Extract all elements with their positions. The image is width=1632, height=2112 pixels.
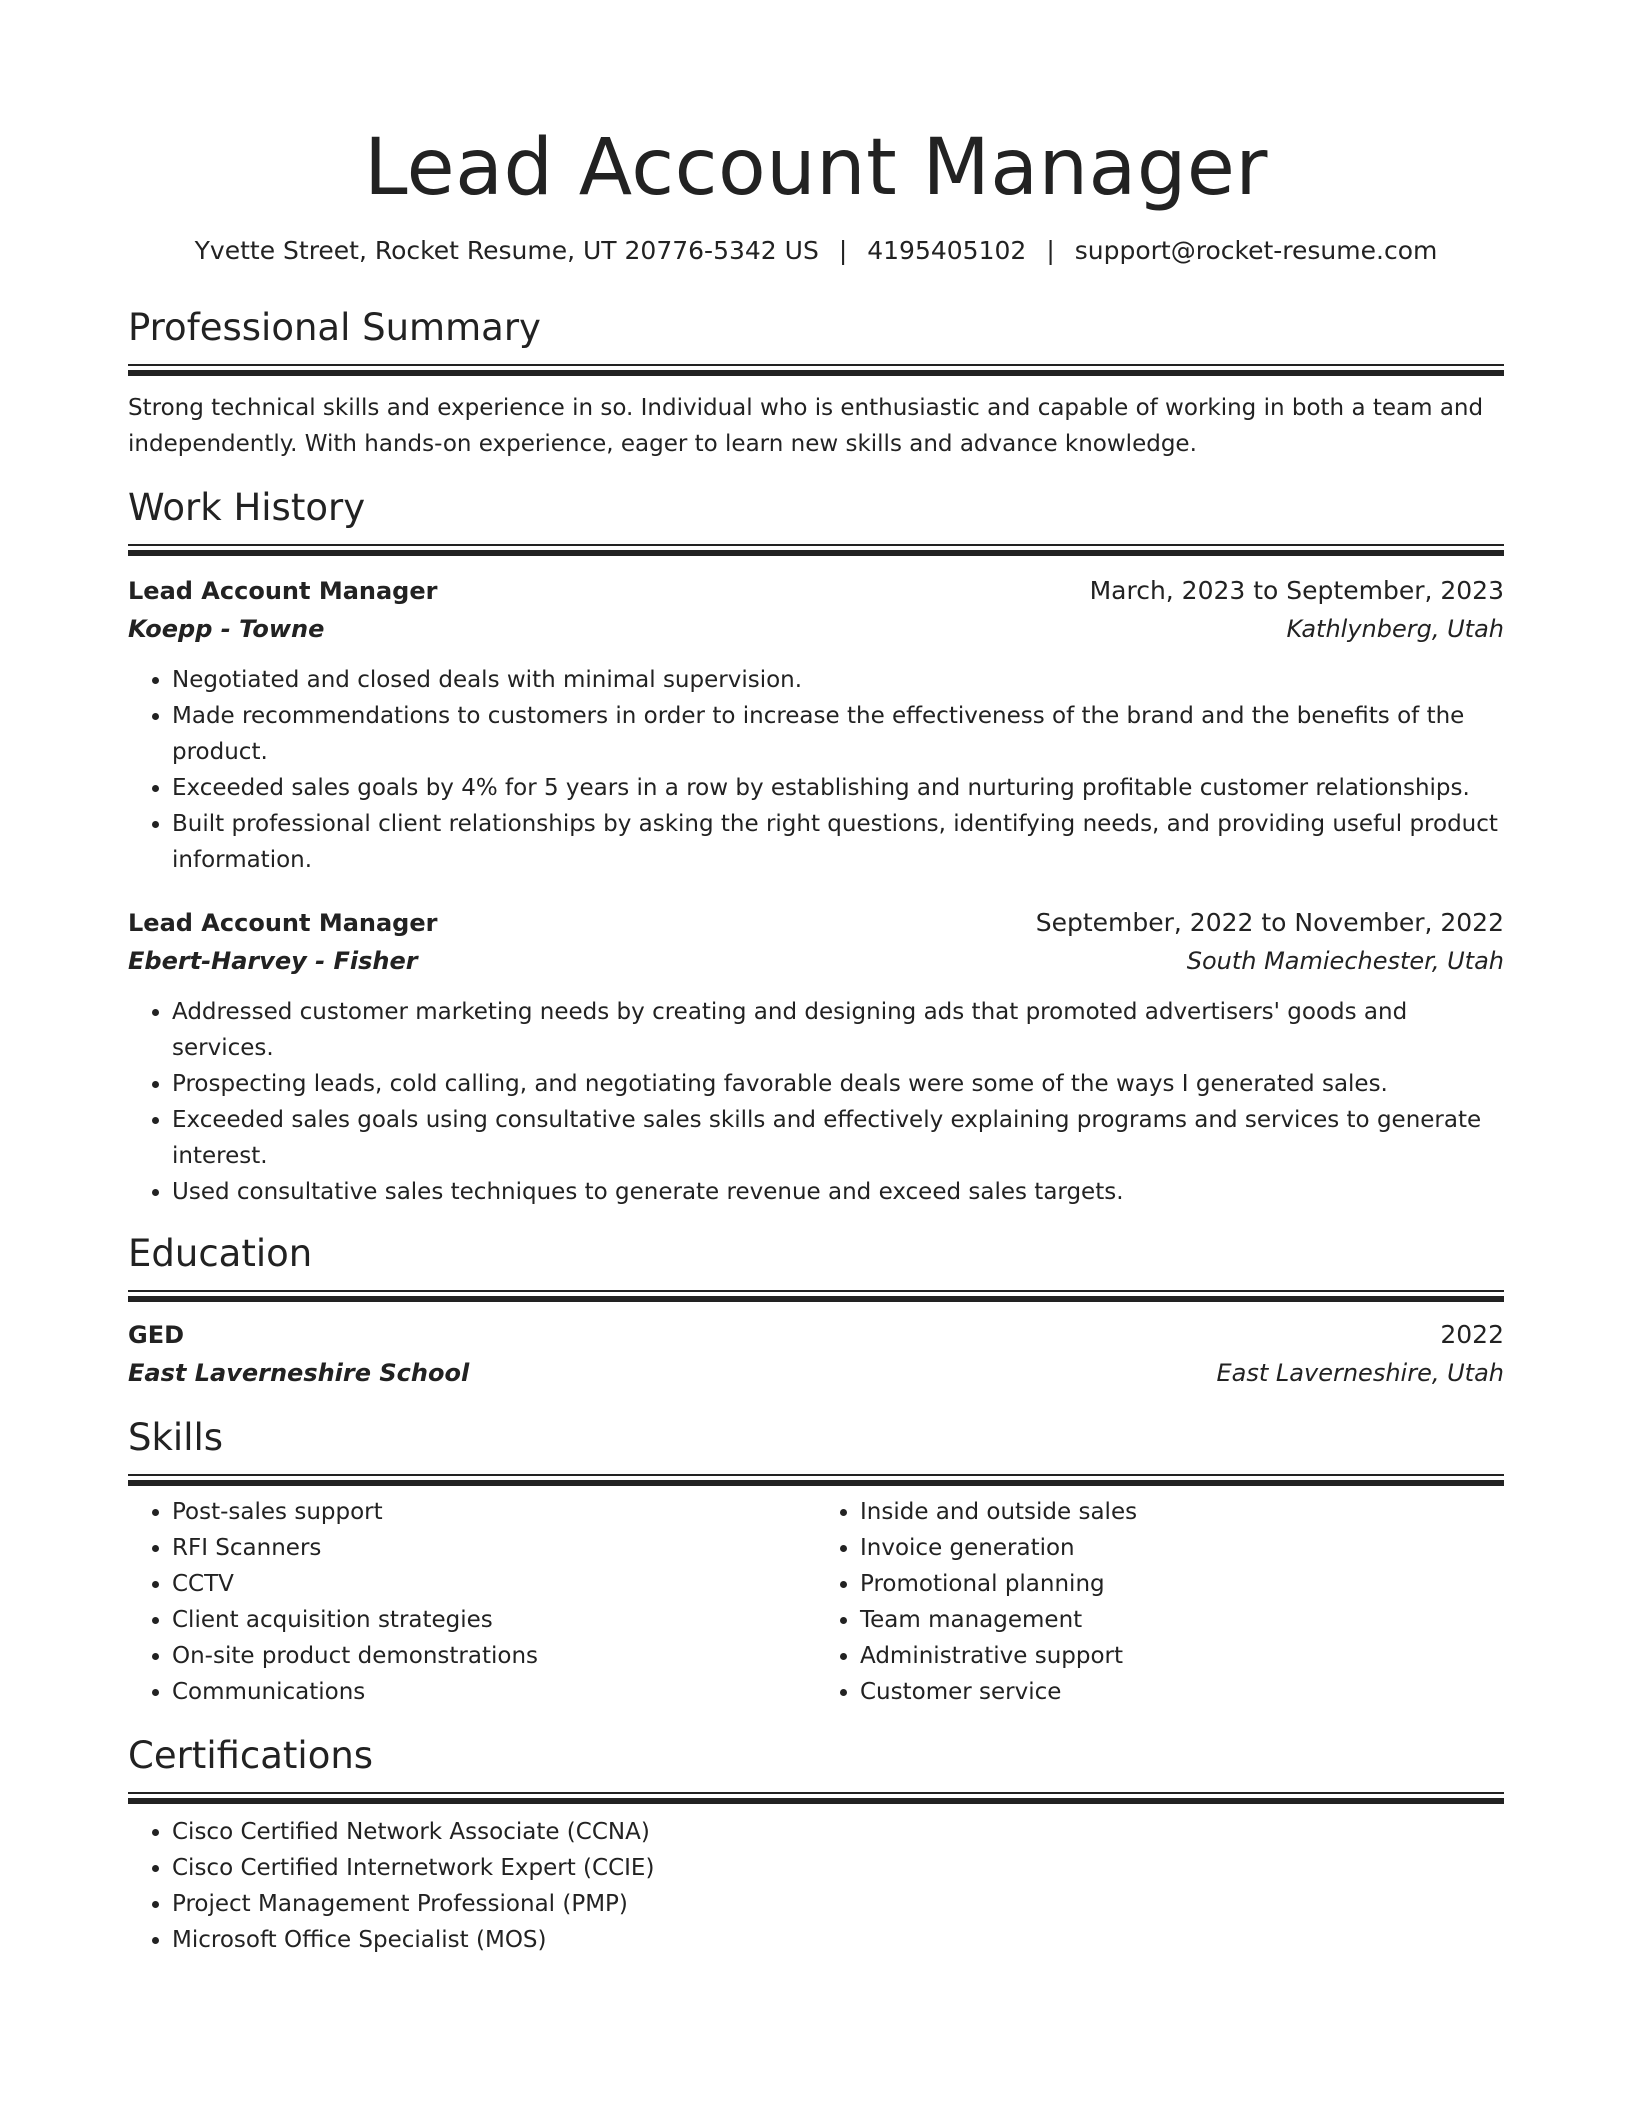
education-location: East Laverneshire, Utah [1216, 1359, 1504, 1387]
section-heading: Education [128, 1232, 313, 1275]
list-item: • Post-sales support [172, 1494, 816, 1530]
list-item: • Negotiated and closed deals with minimal supervision. [172, 662, 1504, 698]
list-item: • Prospecting leads, cold calling, and negotiating favorable deals were some of the ways I generated sales. [172, 1066, 1504, 1102]
job-entry [128, 572, 1504, 878]
section-summary [128, 304, 1504, 462]
section-heading: Skills [128, 1416, 224, 1459]
contact-email: support@rocket-resume.com [1074, 236, 1438, 265]
list-item: • Inside and outside sales [860, 1494, 1504, 1530]
contact-line [128, 234, 1504, 268]
job-company: Ebert-Harvey - Fisher [128, 947, 418, 975]
list-item: • RFI Scanners [172, 1530, 816, 1566]
list-item: • Team management [860, 1602, 1504, 1638]
skills-list-left [128, 1494, 816, 1710]
job-dates: September, 2022 to November, 2022 [1035, 908, 1504, 937]
list-item: • Addressed customer marketing needs by creating and designing ads that promoted advertisers' goods and services. [172, 994, 1504, 1066]
list-item: • On-site product demonstrations [172, 1638, 816, 1674]
list-item: • Cisco Certified Internetwork Expert (CCIE) [172, 1850, 1504, 1886]
list-item: • Built professional client relationships by asking the right questions, identifying needs, and providing useful product information. [172, 806, 1504, 878]
contact-separator: | [838, 236, 848, 265]
job-header [128, 904, 1504, 942]
section-divider [128, 1474, 1504, 1486]
education-entry [128, 1316, 1504, 1392]
contact-phone: 4195405102 [867, 236, 1027, 265]
job-entry [128, 904, 1504, 1210]
job-dates: March, 2023 to September, 2023 [1089, 576, 1504, 605]
list-item: • Invoice generation [860, 1530, 1504, 1566]
summary-text: Strong technical skills and experience in so. Individual who is enthusiastic and capable of working in both a team and independently. With hands-on experience, eager to learn new skills and advance knowledge. [128, 395, 1484, 457]
list-item: • Made recommendations to customers in order to increase the effectiveness of the brand and the benefits of the product. [172, 698, 1504, 770]
job-subheader [128, 942, 1504, 980]
section-divider [128, 364, 1504, 376]
education-year: 2022 [1440, 1320, 1504, 1349]
education-header [128, 1316, 1504, 1354]
contact-separator: | [1046, 236, 1055, 265]
education-subheader [128, 1354, 1504, 1392]
list-item: • Microsoft Office Specialist (MOS) [172, 1922, 1504, 1958]
job-title: Lead Account Manager [128, 909, 438, 937]
resume-title: Lead Account Manager [364, 123, 1268, 213]
section-certifications [128, 1732, 1504, 1958]
education-school: East Laverneshire School [128, 1359, 470, 1387]
job-header [128, 572, 1504, 610]
list-item: • Used consultative sales techniques to generate revenue and exceed sales targets. [172, 1174, 1504, 1210]
job-bullets [128, 994, 1504, 1210]
section-work-history [128, 484, 1504, 1210]
job-location: South Mamiechester, Utah [1186, 947, 1504, 975]
section-divider [128, 1290, 1504, 1302]
skills-columns [128, 1494, 1504, 1710]
list-item: • Communications [172, 1674, 816, 1710]
list-item: • Cisco Certified Network Associate (CCNA) [172, 1814, 1504, 1850]
job-title: Lead Account Manager [128, 577, 438, 605]
job-subheader [128, 610, 1504, 648]
list-item: • Project Management Professional (PMP) [172, 1886, 1504, 1922]
section-heading: Professional Summary [128, 306, 541, 349]
section-skills [128, 1414, 1504, 1710]
section-divider [128, 544, 1504, 556]
list-item: • Administrative support [860, 1638, 1504, 1674]
section-heading: Certifications [128, 1734, 374, 1777]
section-heading: Work History [128, 486, 366, 529]
section-divider [128, 1792, 1504, 1804]
certifications-list [128, 1814, 1504, 1958]
skills-list-right [816, 1494, 1504, 1710]
contact-address: Yvette Street, Rocket Resume, UT 20776-5342 US [194, 236, 819, 265]
list-item: • Client acquisition strategies [172, 1602, 816, 1638]
resume-page [128, 118, 1504, 1958]
list-item: • Promotional planning [860, 1566, 1504, 1602]
list-item: • Exceeded sales goals by 4% for 5 years in a row by establishing and nurturing profitable customer relationships. [172, 770, 1504, 806]
job-bullets [128, 662, 1504, 878]
section-education [128, 1230, 1504, 1392]
job-location: Kathlynberg, Utah [1286, 615, 1504, 643]
list-item: • CCTV [172, 1566, 816, 1602]
list-item: • Customer service [860, 1674, 1504, 1710]
job-company: Koepp - Towne [128, 615, 325, 643]
education-degree: GED [128, 1321, 185, 1349]
list-item: • Exceeded sales goals using consultative sales skills and effectively explaining programs and services to generate interest. [172, 1102, 1504, 1174]
